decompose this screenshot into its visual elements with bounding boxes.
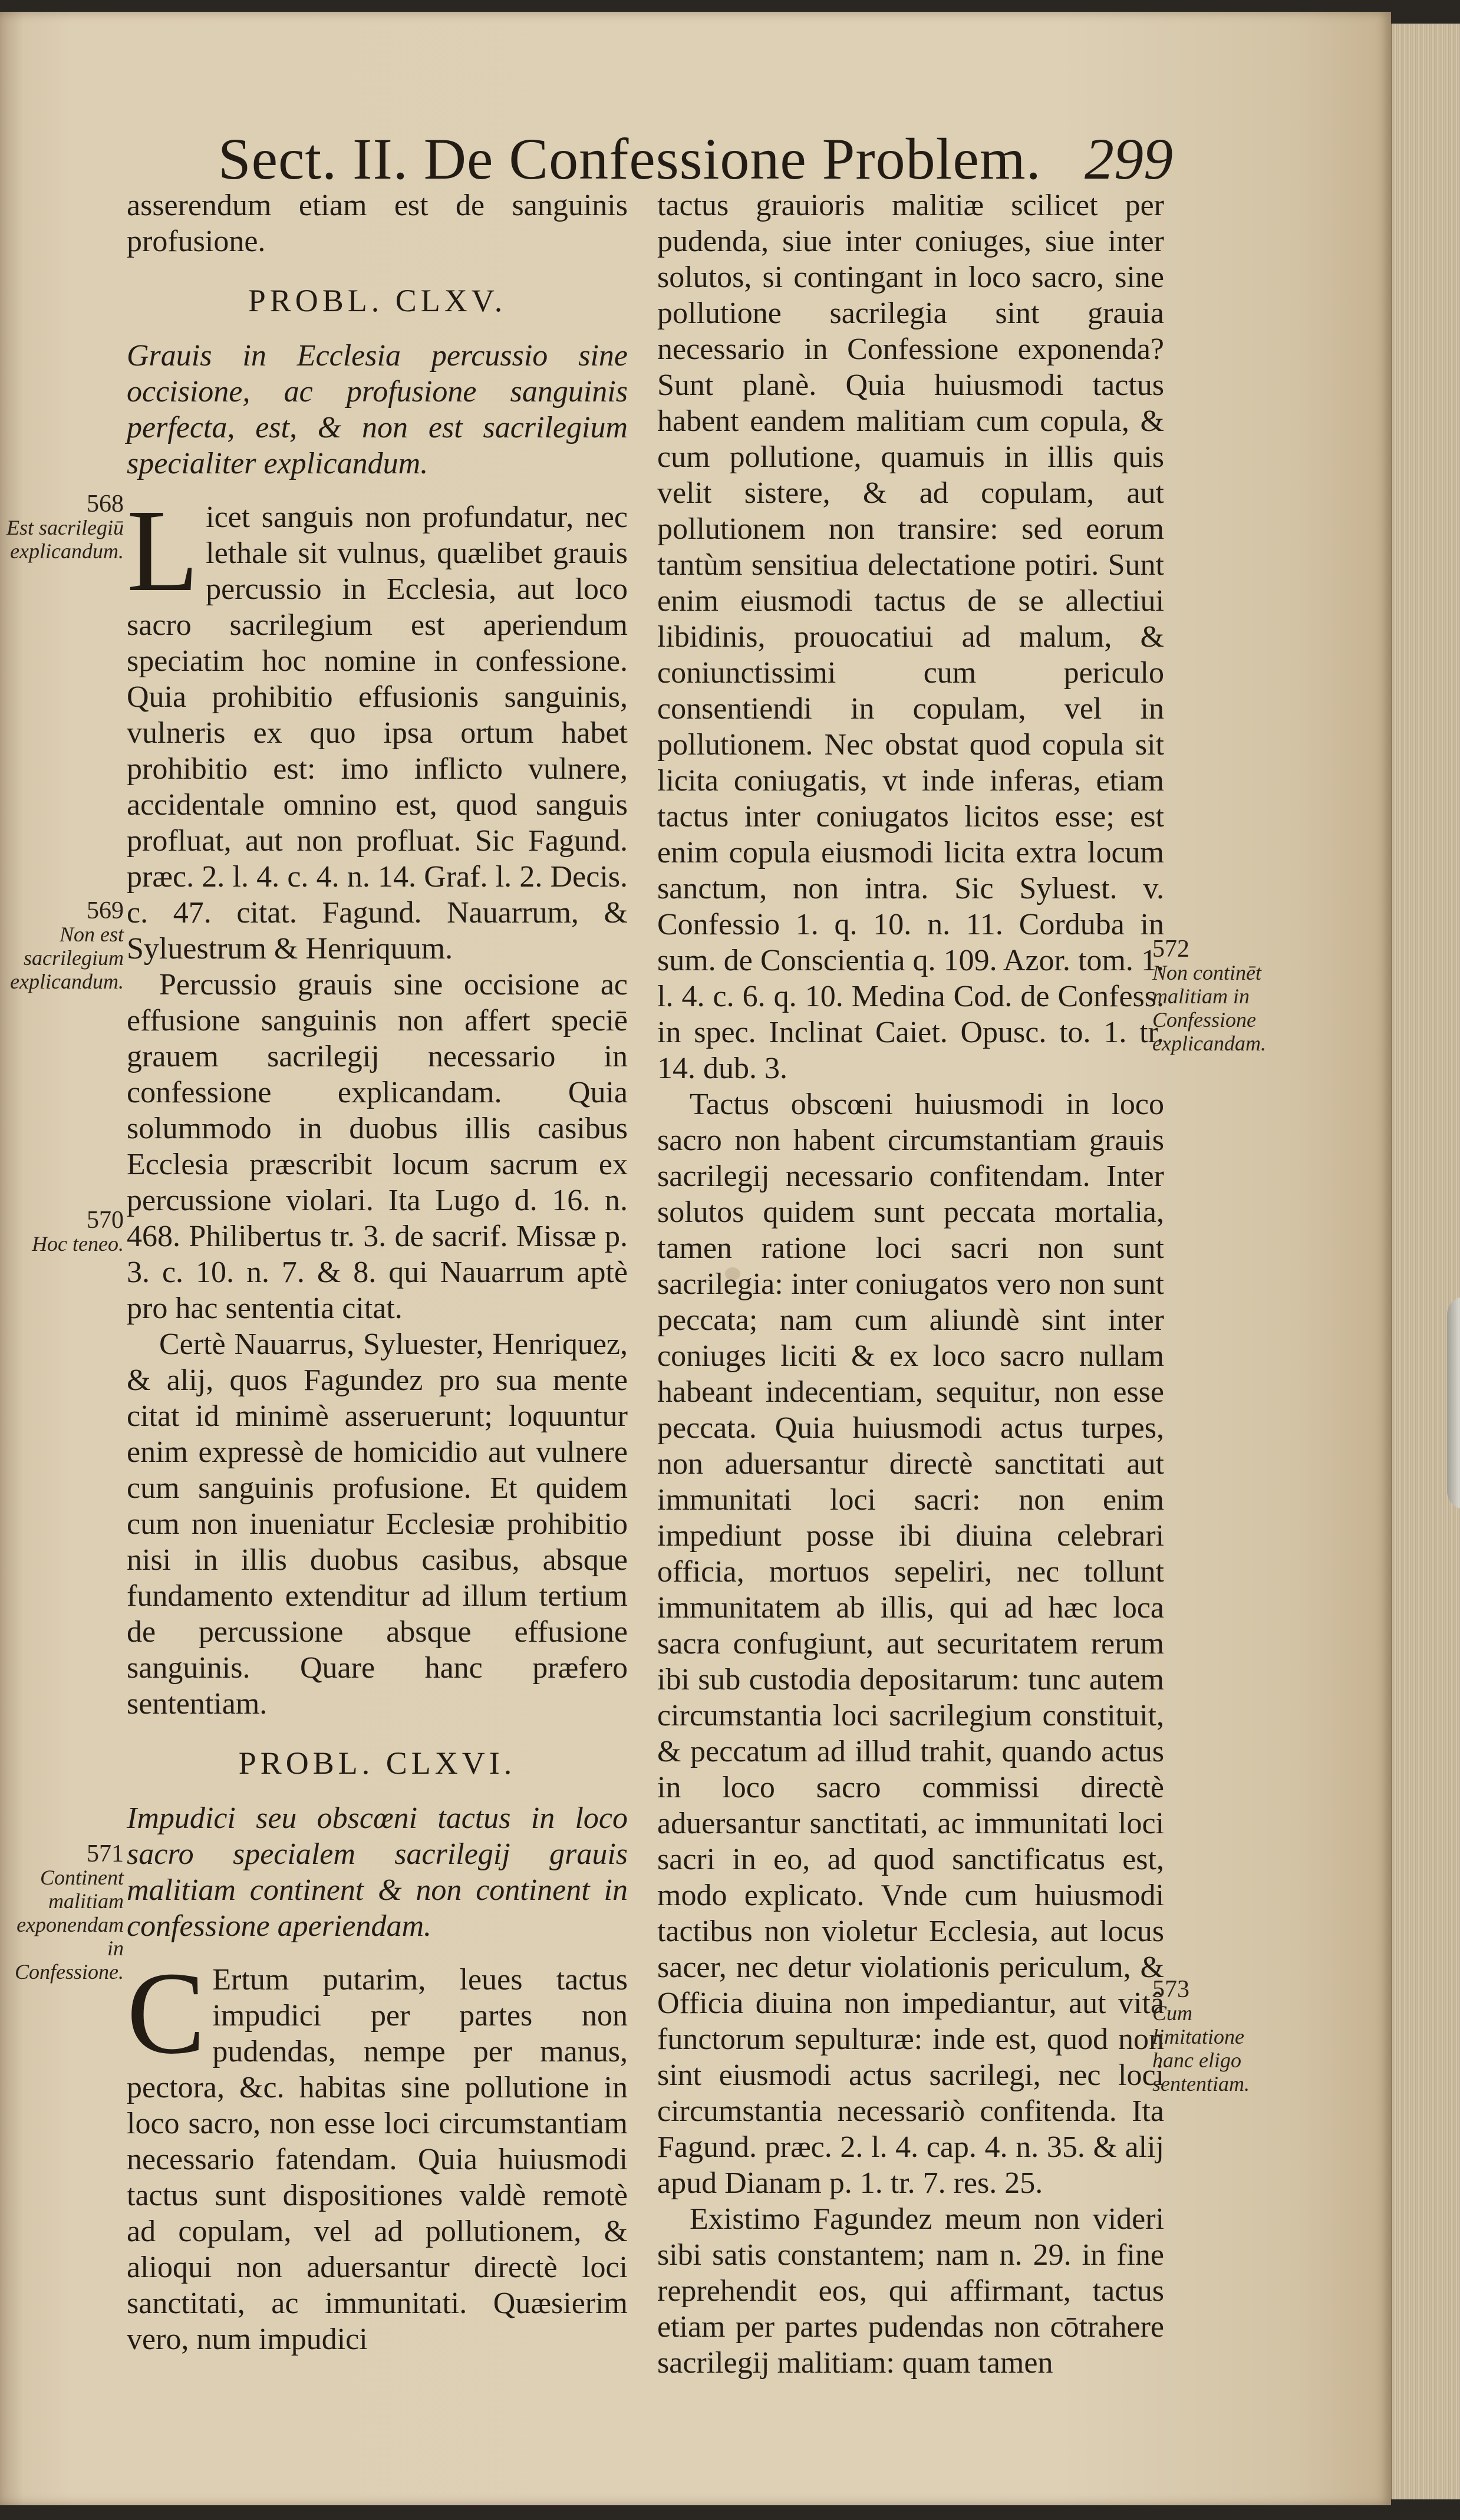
margin-text: Cum limitatione hanc eligo sententiam.: [1152, 2001, 1250, 2096]
left-column: [127, 187, 628, 2357]
margin-note-568: [6, 492, 124, 563]
probl-165-p1-text: icet sanguis non profundatur, nec lethale sit vulnus, quælibet grauis percussio in Ecclesia, aut loco sacro sacrilegium est aperiendum speciatim hoc nomine in confessione. Quia prohibitio effusionis sanguinis, vulneris ex quo ipsa ortum habet prohibitio est: imo inflicto vulnere, accidentale omnino est, quod sanguis profluat, aut non profluat. Sic Fagund. præc. 2. l. 4. c. 4. n. 14. Graf. l. 2. Decis. c. 47. citat. Fagund. Nauarrum, & Syluestrum & Henriquum.: [127, 500, 628, 966]
probl-165-paragraph-3: Certè Nauarrus, Syluester, Henriquez, & alij, quos Fagundez pro sua mente citat id minimè asseruerunt; loquuntur enim expressè de homicidio aut vulnere cum sanguinis profusione. Et quidem cum non inueniatur Ecclesiæ prohibitio nisi in illis duobus casibus, absque fundamento extenditur ad illum tertium de percussione absque effusione sanguinis. Quare hanc præfero sententiam.: [127, 1327, 628, 1721]
probl-166-summary: Impudici seu obscœni tactus in loco sacro specialem sacrilegij grauis malitiam continent & non continent in confessione aperiendam.: [127, 1801, 628, 1943]
margin-number: 573: [1152, 1976, 1189, 2003]
margin-number: 569: [87, 897, 124, 924]
probl-165-heading: PROBL. CLXV.: [248, 283, 507, 318]
margin-text: Non est sacrilegium explicandum.: [10, 923, 124, 993]
margin-number: 568: [87, 490, 124, 518]
margin-note-571: [6, 1842, 124, 1984]
margin-text: Non continēt malitiam in Confessione explicandam.: [1152, 961, 1266, 1055]
margin-note-573: [1152, 1978, 1276, 2096]
drop-cap-l: L: [127, 486, 199, 616]
probl-165-paragraph-2: Percussio grauis sine occisione ac effusione sanguinis non affert speciē grauem sacrilegij necessario in confessione explicandam. Quia solummodo in duobus illis casibus Ecclesia præscribit locum sacrum ex percussione violari. Ita Lugo d. 16. n. 468. Philibertus tr. 3. de sacrif. Missæ p. 3. c. 10. n. 7. & 8. qui Nauarrum aptè pro hac sententia citat.: [127, 968, 628, 1325]
running-head: [218, 121, 1173, 197]
page-clip: [1447, 1297, 1460, 1509]
margin-text: Hoc teneo.: [32, 1232, 124, 1256]
right-paragraph-2: Tactus obscœni huiusmodi in loco sacro non habent circumstantiam grauis sacrilegij necessario confitendam. Inter solutos quidem sunt peccata mortalia, tamen ratione loci sacri non sunt sacrilegia: inter coniugatos vero non sunt peccata; nam cum aliundè sint inter coniuges liciti & ex loco sacro nullam habeant indecentiam, sequitur, non esse peccata. Quia huiusmodi actus turpes, non aduersantur directè sanctitati aut immunitati loci sacri: non enim impediunt posse ibi diuina celebrari officia, mortuos sepeliri, nec tollunt immunitatem ab illis, qui ad hæc loca sacra confugiunt, aut securitatem rerum ibi sub custodia depositarum: tunc autem circumstantia loci sacrilegium constituit, & peccatum ad illud trahit, quando actus in loco sacro commissi directè aduersantur sanctitati, ac immunitati loci sacri in eo, ad quod sanctificatus est, modo explicato. Vnde cum huiusmodi tactibus non violetur Ecclesia, aut locus sacer, nec detur violationis periculum, & Officia diuina non impediantur, aut vitâ functorum sepulturæ: inde est, quod non sint eiusmodi actus sacrilegi, nec loci circumstantia necessariò confitenda. Ita Fagund. præc. 2. l. 4. cap. 4. n. 35. & alij apud Dianam p. 1. tr. 7. res. 25.: [657, 1088, 1164, 2200]
probl-166-paragraph-1: [127, 1948, 628, 2357]
margin-number: 572: [1152, 935, 1189, 963]
page-edges: [1391, 24, 1460, 2499]
running-head-title: Sect. II. De Confessione Problem.: [218, 126, 1042, 192]
margin-text: Est sacrilegiū explicandum.: [6, 516, 124, 563]
probl-165-paragraph-1: [127, 486, 628, 967]
right-column: [657, 187, 1164, 2381]
page-number: 299: [1085, 126, 1173, 192]
probl-166-heading: PROBL. CLXVI.: [238, 1745, 516, 1781]
right-paragraph-1: tactus grauioris malitiæ scilicet per pudenda, siue inter coniuges, siue inter solutos, si contingant in loco sacro, sine pollutione sacrilegia sint grauia necessario in Confessione exponenda? Sunt planè. Quia huiusmodi tactus habent eandem malitiam cum copula, & cum pollutione, quamuis in illis quis velit sistere, & ad copulam, aut pollutionem non transire: sed eorum tantùm sensitiua delectatione potiri. Sunt enim eiusmodi tactus de se allectiui libidinis, prouocatiui ad malum, & coniunctissimi cum periculo consentiendi in copulam, vel in pollutionem. Nec obstat quod copula sit licita coniugatis, vt inde inferas, etiam tactus inter coniugatos licitos esse; est enim copula eiusmodi licita extra locum sanctum, non intra. Sic Syluest. v. Confessio 1. q. 10. n. 11. Corduba in sum. de Conscientia q. 109. Azor. tom. 1. l. 4. c. 6. q. 10. Medina Cod. de Confess. in spec. Inclinat Caiet. Opusc. to. 1. tr. 14. dub. 3.: [657, 189, 1164, 1085]
margin-note-570: [6, 1208, 124, 1256]
margin-number: 571: [87, 1840, 124, 1867]
margin-note-572: [1152, 937, 1276, 1055]
probl-166-p1-text: Ertum putarim, leues tactus impudici per partes non pudendas, nempe per manus, pectora, &c. habitas sine pollutione in loco sacro, non esse loci circumstantiam necessario fatendam. Quia huiusmodi tactus sunt dispositiones valdè remotè ad copulam, vel ad pollutionem, & alioqui non aduersantur directè loci sanctitati, ac immunitati. Quæsierim vero, num impudici: [127, 1963, 628, 2356]
margin-note-569: [6, 899, 124, 993]
probl-165-summary: Grauis in Ecclesia percussio sine occisione, ac profusione sanguinis perfecta, est, & non est sacrilegium specialiter explicandum.: [127, 339, 628, 480]
intro-text: asserendum etiam est de sanguinis profusione.: [127, 189, 628, 258]
right-paragraph-3: Existimo Fagundez meum non videri sibi satis constantem; nam n. 29. in fine reprehendit eos, qui affirmant, tactus etiam per partes pudendas non cōtrahere sacrilegij malitiam: quam tamen: [657, 2202, 1164, 2380]
margin-text: Continent malitiam exponendam in Confessione.: [15, 1866, 124, 1984]
margin-number: 570: [87, 1207, 124, 1234]
drop-cap-c: C: [127, 1948, 206, 2078]
